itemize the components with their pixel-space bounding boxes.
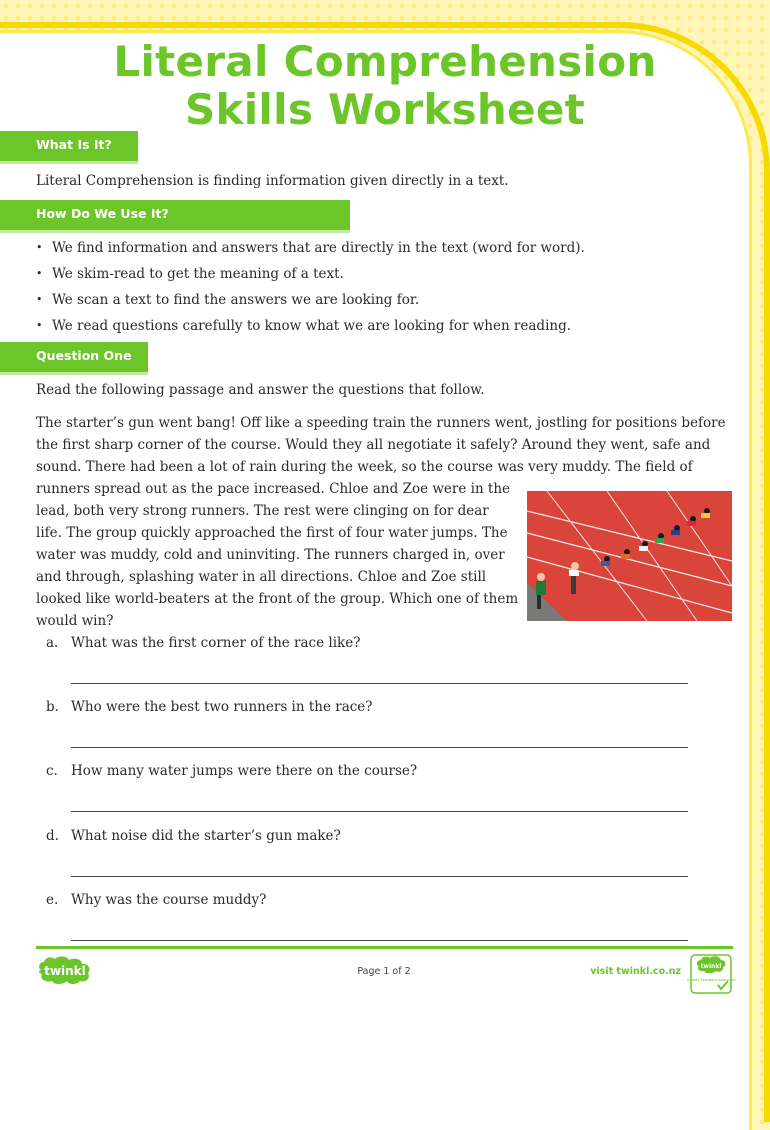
question-text: What was the first corner of the race like? <box>71 635 361 651</box>
passage-line: would win? <box>36 613 114 629</box>
page-title: Literal Comprehension Skills Worksheet <box>113 37 657 134</box>
page-number: Page 1 of 2 <box>357 966 411 977</box>
list-item: • We scan a text to find the answers we are looking for. <box>36 287 585 313</box>
question-text: What noise did the starter’s gun make? <box>71 828 341 844</box>
badge-caption: Quality Standard Approved <box>686 978 736 982</box>
passage-line: the first sharp corner of the course. Would they all negotiate it safely? Around they went, safe and <box>36 437 711 453</box>
section-heading-what-is-it: What Is It? <box>0 131 138 161</box>
question-letter: e. <box>46 892 59 908</box>
question-letter: a. <box>46 635 59 651</box>
list-item: • We read questions carefully to know what we are looking for when reading. <box>36 313 585 339</box>
passage-line: sound. There had been a lot of rain during the week, so the course was very muddy. The field of <box>36 459 693 475</box>
definition-text: Literal Comprehension is finding information given directly in a text. <box>36 173 509 189</box>
question-text: How many water jumps were there on the course? <box>71 763 418 779</box>
question-letter: d. <box>46 828 59 844</box>
answer-line[interactable] <box>71 747 688 748</box>
answer-line[interactable] <box>71 876 688 877</box>
runners-photo <box>527 491 732 621</box>
usage-list <box>36 235 585 339</box>
passage-line: looked like world-beaters at the front of the group. Which one of them <box>36 591 519 607</box>
answer-line[interactable] <box>71 811 688 812</box>
question-letter: b. <box>46 699 59 715</box>
answer-line[interactable] <box>71 940 688 941</box>
list-item: • We find information and answers that are directly in the text (word for word). <box>36 235 585 261</box>
passage-line: life. The group quickly approached the first of four water jumps. The <box>36 525 508 541</box>
answer-line[interactable] <box>71 683 688 684</box>
question-letter: c. <box>46 763 58 779</box>
question-text: Who were the best two runners in the race? <box>71 699 373 715</box>
passage-line: water was muddy, cold and uninviting. The runners charged in, over <box>36 547 505 563</box>
passage-line: and through, splashing water in all directions. Chloe and Zoe still <box>36 569 487 585</box>
section-heading-question-one: Question One <box>0 342 148 372</box>
website-link[interactable]: visit twinkl.co.nz <box>590 966 681 977</box>
question-text: Why was the course muddy? <box>71 892 267 908</box>
section-heading-how-do-we-use-it: How Do We Use It? <box>0 200 350 230</box>
passage-line: lead, both very strong runners. The rest were clinging on for dear <box>36 503 489 519</box>
list-item: • We skim-read to get the meaning of a text. <box>36 261 585 287</box>
instruction-text: Read the following passage and answer the questions that follow. <box>36 382 485 398</box>
passage-line: The starter’s gun went bang! Off like a speeding train the runners went, jostling for positions before <box>36 415 726 431</box>
badge-logo-text: twinkl <box>700 963 722 970</box>
quality-badge <box>686 954 736 994</box>
passage-line: runners spread out as the pace increased. Chloe and Zoe were in the <box>36 481 511 497</box>
footer-divider <box>36 946 733 949</box>
twinkl-logo-text: twinkl <box>44 964 86 978</box>
